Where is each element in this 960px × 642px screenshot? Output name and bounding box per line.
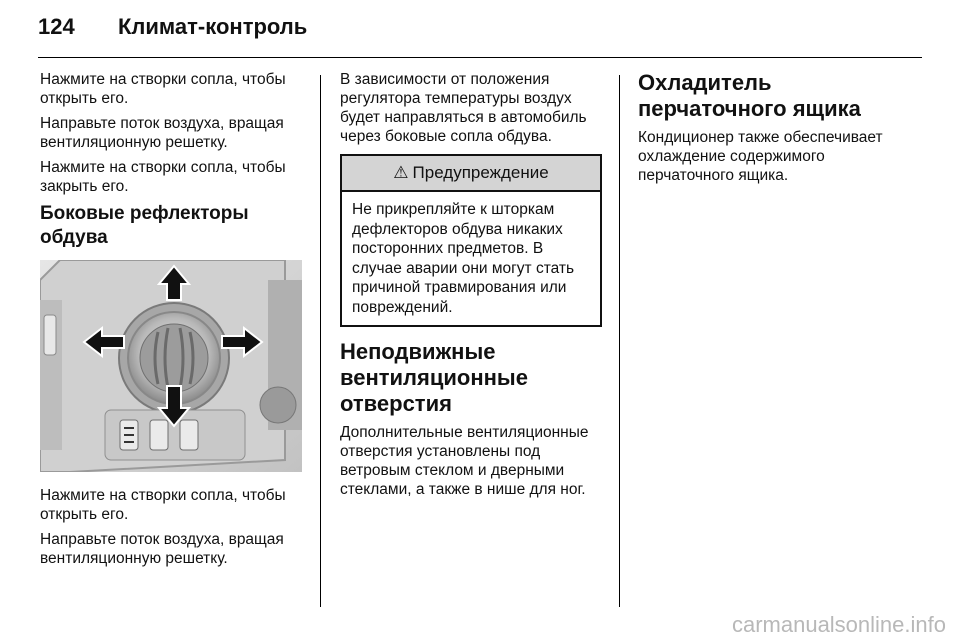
side-vent-figure — [40, 260, 302, 472]
paragraph-close-nozzle: Нажмите на створки сопла, чтобы закрыть его. — [40, 159, 286, 195]
heading-glovebox-cooler: Охладитель перчаточного ящика — [638, 70, 861, 121]
heading-fixed-vents: Неподвижные вентиляционные отверстия — [340, 339, 528, 416]
column-1 — [40, 70, 306, 574]
column-divider-left — [320, 75, 321, 607]
warning-title: Предупреждение — [412, 163, 549, 182]
paragraph-glovebox-cooler: Кондиционер также обеспечивает охлаждение содержимого перчаточного ящика. — [638, 129, 883, 184]
page-number: 124 — [38, 14, 75, 39]
chapter-title: Климат-контроль — [118, 14, 308, 39]
warning-triangle-icon: ⚠ — [393, 163, 409, 182]
warning-header — [342, 156, 600, 192]
column-3 — [638, 70, 906, 191]
paragraph-direct-airflow: Направьте поток воздуха, вращая вентиляционную решетку. — [40, 115, 284, 151]
watermark: carmanualsonline.info — [731, 612, 946, 637]
side-vent-illustration — [40, 260, 302, 472]
warning-body — [342, 192, 600, 325]
header-rule — [38, 57, 922, 58]
paragraph-open-nozzle: Нажмите на створки сопла, чтобы открыть его. — [40, 71, 286, 107]
paragraph-direct-airflow-2: Направьте поток воздуха, вращая вентиляционную решетку. — [40, 531, 284, 567]
column-2 — [340, 70, 602, 505]
warning-text: Не прикрепляйте к шторкам дефлекторов обдува никаких посторонних предметов. В случае аварии они могут стать причиной травмирования или повреждений. — [352, 201, 575, 316]
paragraph-open-nozzle-2: Нажмите на створки сопла, чтобы открыть его. — [40, 487, 286, 523]
paragraph-fixed-vents: Дополнительные вентиляционные отверстия установлены под ветровым стеклом и дверными стеклами, а также в нише для ног. — [340, 424, 589, 498]
column-divider-right — [619, 75, 620, 607]
warning-box — [340, 154, 602, 327]
paragraph-temperature-regulator: В зависимости от положения регулятора температуры воздух будет направляться в автомобиль через боковые сопла обдува. — [340, 71, 587, 145]
heading-side-vents: Боковые рефлекторы обдува — [40, 203, 249, 248]
